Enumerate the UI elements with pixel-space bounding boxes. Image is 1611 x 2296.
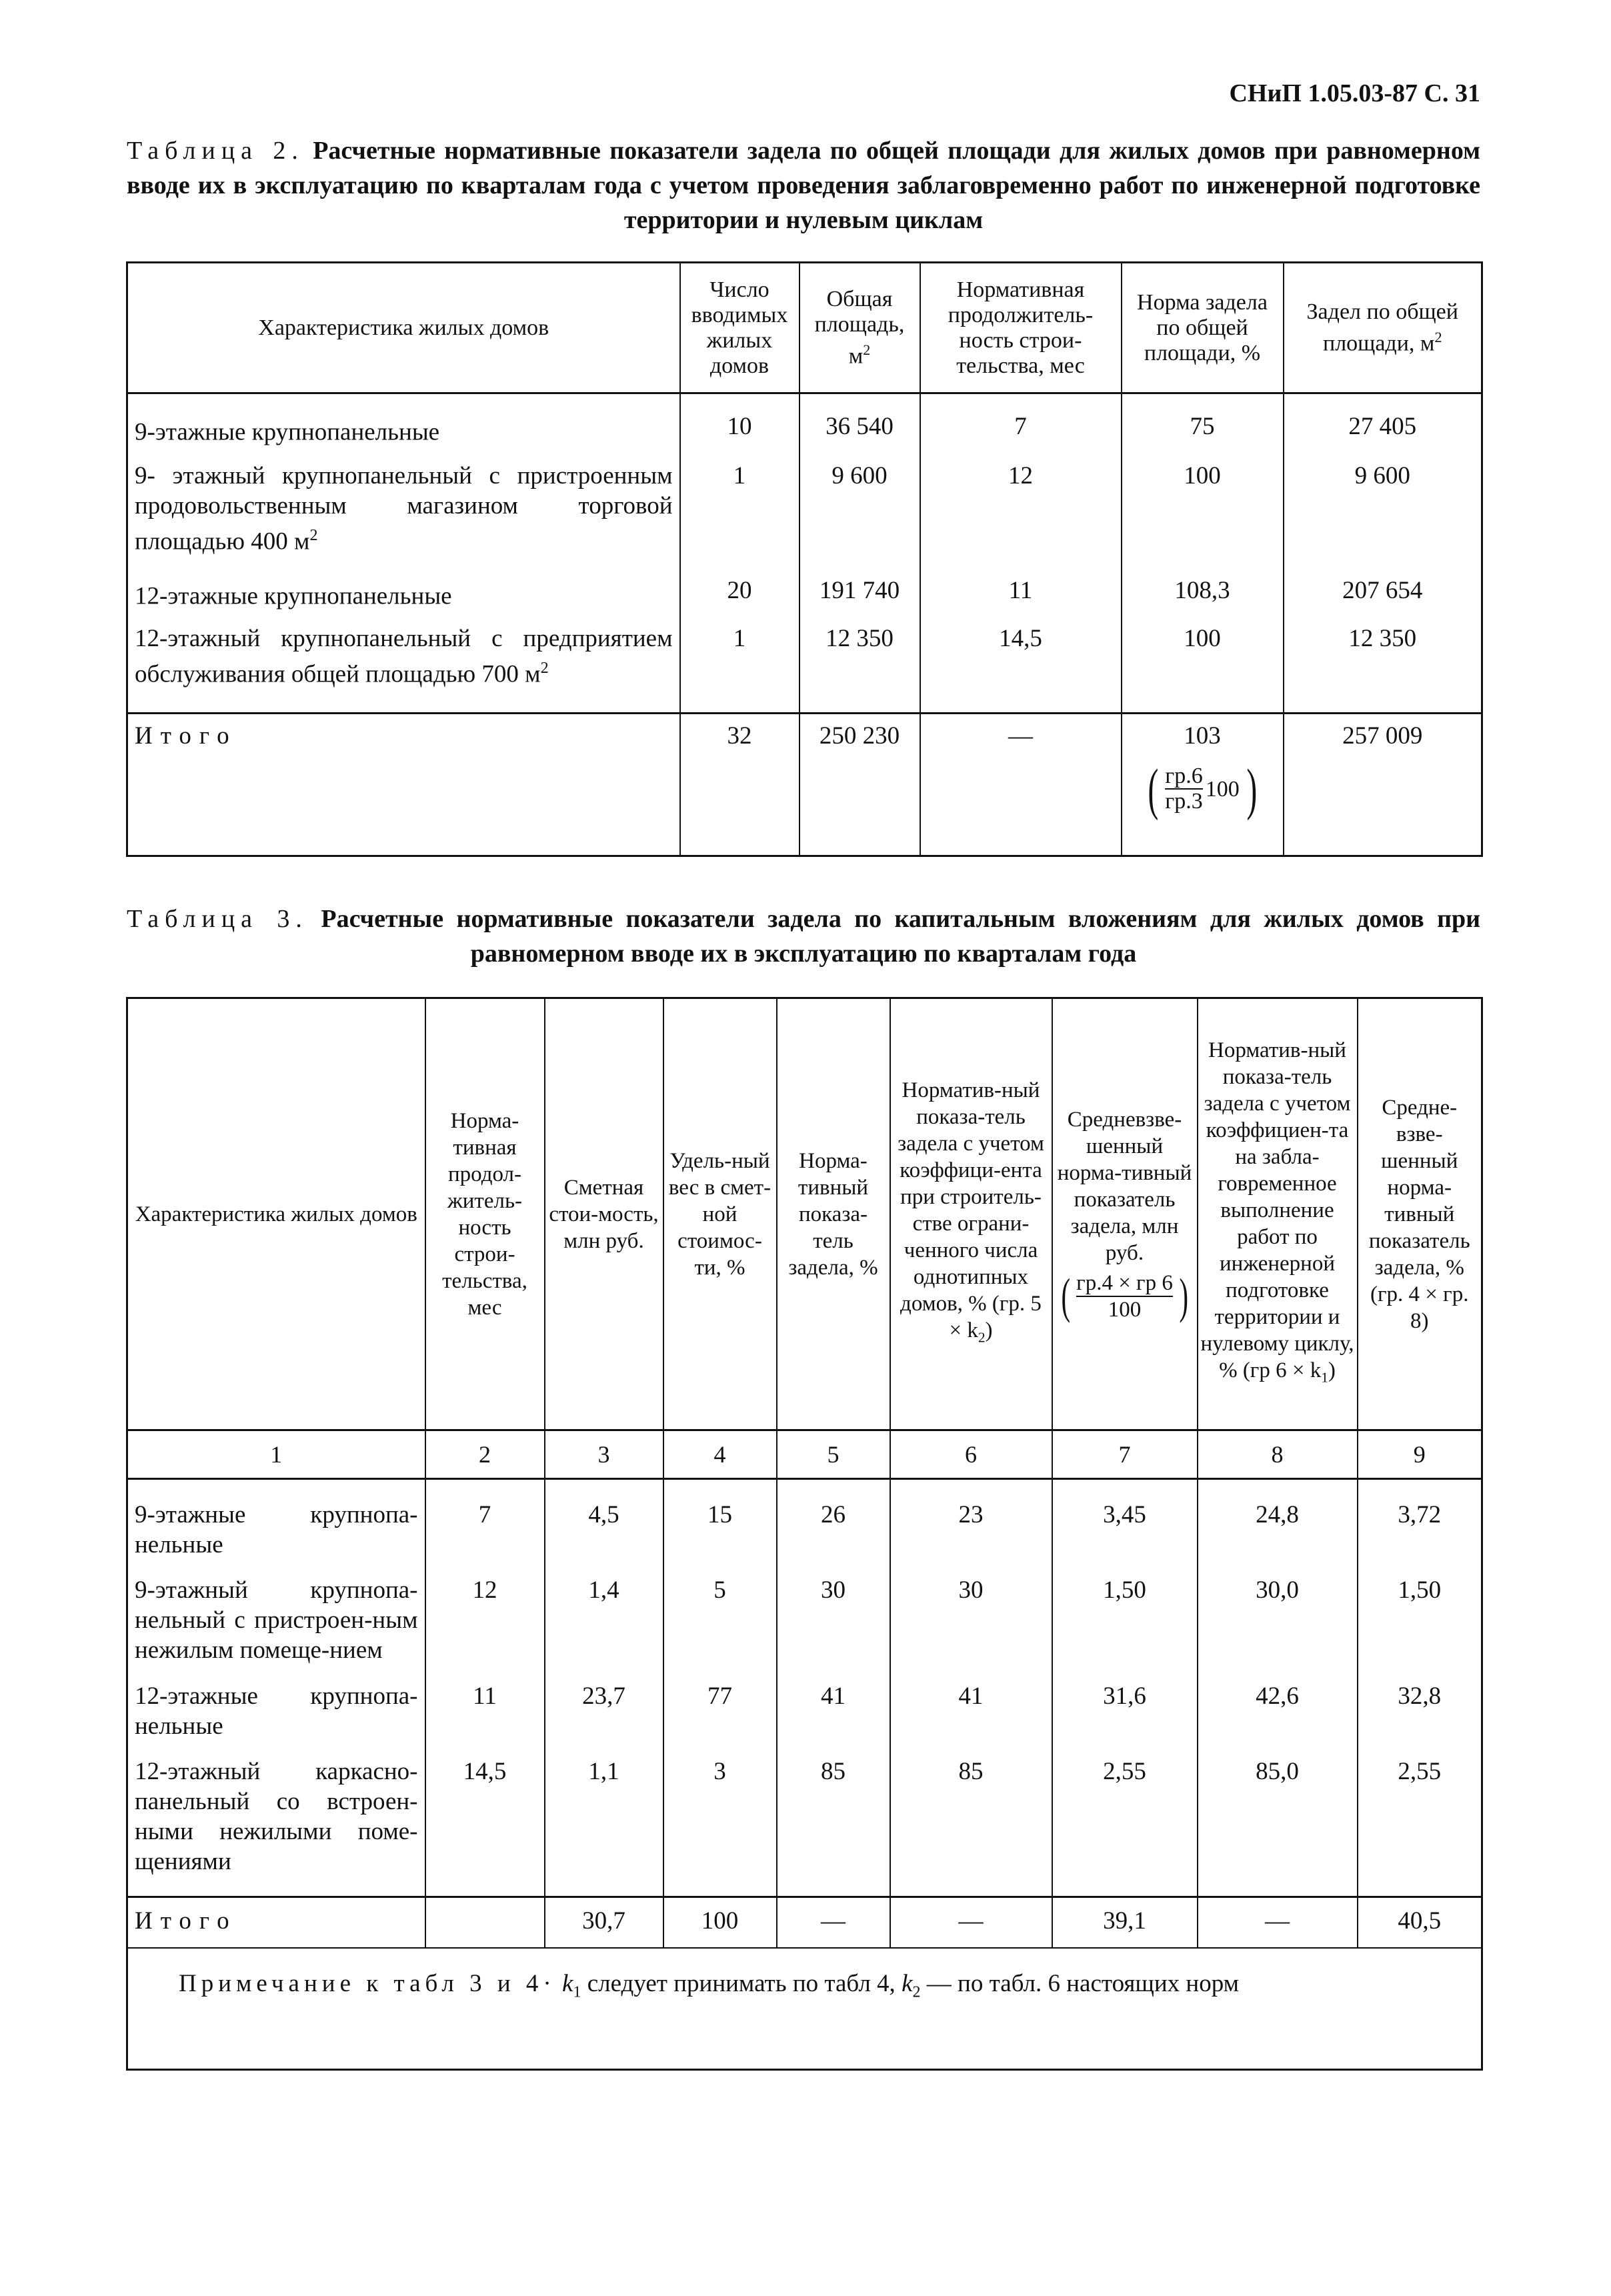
- table3-header-weighted-pct: Средне-взве-шенный норма-тивный показатель задела, % (гр. 4 × гр. 8): [1358, 998, 1482, 1430]
- row-norm: 85: [777, 1745, 890, 1897]
- table3-header-cost: Сметная стои-мость, млн руб.: [545, 998, 663, 1430]
- row-norm-k1: 85,0: [1198, 1745, 1358, 1897]
- total-weighted-mln: 39,1: [1052, 1897, 1198, 1949]
- row-duration: 11: [425, 1669, 545, 1744]
- table2-total-row: [127, 714, 1482, 856]
- row-weighted-pct: 32,8: [1358, 1669, 1482, 1744]
- formula-denominator: гр.3: [1165, 789, 1203, 814]
- table2-title: Расчетные нормативные показатели задела по общей площади для жилых домов при равномерном вводе их в эксплуатацию по кварталам года с учетом проведения заблаговременно работ по инженерной подготовке территории и нулевым циклам: [127, 137, 1480, 234]
- row-area: 191 740: [799, 567, 920, 616]
- table3: [126, 997, 1483, 2071]
- row-area: 36 540: [799, 393, 920, 453]
- column-number: 1: [127, 1430, 425, 1479]
- formula-multiplier: 100: [1205, 776, 1240, 802]
- row-weighted-mln: 3,45: [1052, 1479, 1198, 1564]
- row-duration: 14,5: [920, 616, 1122, 713]
- row-norm-k1: 24,8: [1198, 1479, 1358, 1564]
- document-code: СНиП 1.05.03-87 С. 31: [1229, 79, 1480, 107]
- row-name: 12-этажный каркасно-панельный со встроен-ными нежилыми поме-щениями: [135, 1757, 418, 1875]
- row-count: 20: [680, 567, 799, 616]
- table-row: [127, 453, 1482, 567]
- table3-note-row: [127, 1948, 1482, 2070]
- table3-label: Таблица 3.: [127, 905, 308, 933]
- row-norm: 41: [777, 1669, 890, 1744]
- row-weighted-pct: 2,55: [1358, 1745, 1482, 1897]
- column-number: 6: [890, 1430, 1052, 1479]
- formula-numerator: гр.4 × гр 6: [1076, 1270, 1173, 1297]
- total-label: Итого: [127, 1897, 425, 1949]
- row-weighted-mln: 31,6: [1052, 1669, 1198, 1744]
- row-duration: 7: [920, 393, 1122, 453]
- row-name: 9-этажные крупнопа-нельные: [135, 1501, 418, 1558]
- row-norm: 30: [777, 1563, 890, 1669]
- total-norm-formula: ( $\frac{гр.6}{гр.3}$ 100 ): [1148, 757, 1257, 821]
- total-count: 32: [680, 714, 799, 856]
- table-row: [127, 616, 1482, 713]
- table3-header-weighted-mln: Средневзве-шенный норма-тивный показатель задела, млн руб. ( гр.4 × гр 6 100 ): [1052, 998, 1198, 1430]
- row-weighted-pct: 3,72: [1358, 1479, 1482, 1564]
- table2-header-area: Общая площадь, $м^2$: [799, 263, 920, 393]
- column-number: 3: [545, 1430, 663, 1479]
- row-duration: 7: [425, 1479, 545, 1564]
- table3-header-duration: Норма-тивная продол-житель-ность строи-тельства, мес: [425, 998, 545, 1430]
- total-area: 250 230: [799, 714, 920, 856]
- row-norm: 26: [777, 1479, 890, 1564]
- row-weighted-mln: 2,55: [1052, 1745, 1198, 1897]
- row-share: 15: [663, 1479, 777, 1564]
- row-norm: 100: [1122, 616, 1284, 713]
- row-share: 5: [663, 1563, 777, 1669]
- table3-title: Расчетные нормативные показатели задела по капитальным вложениям для жилых домов при равномерном вводе их в эксплуатацию по кварталам года: [321, 905, 1481, 968]
- table3-note: Примечание к табл 3 и $4\cdot k_1$ следует принимать по табл 4, $k_2$ — по табл. 6 настоящих норм: [127, 1948, 1482, 2070]
- row-name: 12-этажные крупнопа-нельные: [135, 1682, 418, 1741]
- row-norm-k2: 30: [890, 1563, 1052, 1669]
- table-row: [127, 567, 1482, 616]
- total-duration: —: [920, 714, 1122, 856]
- table3-header-norm: Норма-тивный показа-тель задела, %: [777, 998, 890, 1430]
- row-norm: 75: [1122, 393, 1284, 453]
- row-share: 77: [663, 1669, 777, 1744]
- table-row: [127, 393, 1482, 453]
- table3-total-row: [127, 1897, 1482, 1949]
- table2-header-characteristic: Характеристика жилых домов: [127, 263, 680, 393]
- row-cost: 4,5: [545, 1479, 663, 1564]
- table-row: [127, 1745, 1482, 1897]
- row-name: 9- этажный крупнопанельный с пристроенным продовольственным магазином торговой площадью 400 $м^2$: [135, 462, 673, 555]
- row-duration: 12: [920, 453, 1122, 567]
- column-number: 4: [663, 1430, 777, 1479]
- row-count: 1: [680, 453, 799, 567]
- table2-header-row: [127, 263, 1482, 393]
- column-number: 9: [1358, 1430, 1482, 1479]
- total-norm-value: 103: [1184, 722, 1221, 750]
- column-number: 8: [1198, 1430, 1358, 1479]
- table3-header-share: Удель-ный вес в смет-ной стоимос-ти, %: [663, 998, 777, 1430]
- table2-header-backlog: Задел по общей площади, $м^2$: [1284, 263, 1482, 393]
- row-area: 12 350: [799, 616, 920, 713]
- row-cost: 1,4: [545, 1563, 663, 1669]
- formula-numerator: гр.6: [1165, 764, 1203, 788]
- row-backlog: 12 350: [1284, 616, 1482, 713]
- row-norm-k2: 41: [890, 1669, 1052, 1744]
- row-share: 3: [663, 1745, 777, 1897]
- table-row: [127, 1669, 1482, 1744]
- table2-header-count: Число вводимых жилых домов: [680, 263, 799, 393]
- row-count: 10: [680, 393, 799, 453]
- table2-label: Таблица 2.: [127, 137, 304, 165]
- table2: [126, 261, 1483, 857]
- row-name: 12-этажные крупнопанельные: [135, 582, 452, 610]
- row-area: 9 600: [799, 453, 920, 567]
- row-count: 1: [680, 616, 799, 713]
- table3-caption: [127, 902, 1480, 971]
- total-weighted-pct: 40,5: [1358, 1897, 1482, 1949]
- formula-denominator: 100: [1108, 1297, 1142, 1322]
- row-name: 9-этажный крупнопа-нельный с пристроен-ным нежилым помеще-нием: [135, 1576, 418, 1664]
- table2-header-duration: Нормативная продолжитель-ность строи-тельства, мес: [920, 263, 1122, 393]
- total-backlog: 257 009: [1284, 714, 1482, 856]
- total-duration: [425, 1897, 545, 1949]
- row-cost: 1,1: [545, 1745, 663, 1897]
- total-norm-k2: —: [890, 1897, 1052, 1949]
- total-share: 100: [663, 1897, 777, 1949]
- note-lead: Примечание к табл 3 и 4·: [179, 1970, 556, 1997]
- row-backlog: 207 654: [1284, 567, 1482, 616]
- row-norm-k1: 30,0: [1198, 1563, 1358, 1669]
- column-number: 2: [425, 1430, 545, 1479]
- table3-header-characteristic: Характеристика жилых домов: [127, 998, 425, 1430]
- row-weighted-pct: 1,50: [1358, 1563, 1482, 1669]
- table3-header-norm-k2: Норматив-ный показа-тель задела с учетом коэффици-ента при строитель-стве ограни-ченного числа однотипных домов, % (гр. $5 \times k_2$): [890, 998, 1052, 1430]
- row-duration: 12: [425, 1563, 545, 1669]
- row-backlog: 9 600: [1284, 453, 1482, 567]
- row-cost: 23,7: [545, 1669, 663, 1744]
- total-norm: —: [777, 1897, 890, 1949]
- table-row: [127, 1479, 1482, 1564]
- row-backlog: 27 405: [1284, 393, 1482, 453]
- row-name: 9-этажные крупнопанельные: [135, 418, 440, 446]
- table3-header-row: [127, 998, 1482, 1430]
- row-weighted-mln: 1,50: [1052, 1563, 1198, 1669]
- column-number: 7: [1052, 1430, 1198, 1479]
- row-norm-k1: 42,6: [1198, 1669, 1358, 1744]
- column-number: 5: [777, 1430, 890, 1479]
- table3-header-norm-k1: Норматив-ный показа-тель задела с учетом коэффициен-та на забла-говременное выполнение работ по инженерной подготовке территории и нулевому циклу, % (гр $6 \times k_1$): [1198, 998, 1358, 1430]
- total-norm-k1: —: [1198, 1897, 1358, 1949]
- table-row: [127, 1563, 1482, 1669]
- row-norm: 108,3: [1122, 567, 1284, 616]
- table2-header-norm: Норма задела по общей площади, %: [1122, 263, 1284, 393]
- row-norm-k2: 85: [890, 1745, 1052, 1897]
- total-norm: [1122, 714, 1284, 856]
- row-duration: 11: [920, 567, 1122, 616]
- table3-column-numbers: [127, 1430, 1482, 1479]
- row-name: 12-этажный крупнопанельный с предприятием обслуживания общей площадью 700 $м^2$: [135, 625, 673, 688]
- total-label: Итого: [127, 714, 680, 856]
- row-norm: 100: [1122, 453, 1284, 567]
- row-duration: 14,5: [425, 1745, 545, 1897]
- table2-caption: [127, 133, 1480, 237]
- row-norm-k2: 23: [890, 1479, 1052, 1564]
- total-cost: 30,7: [545, 1897, 663, 1949]
